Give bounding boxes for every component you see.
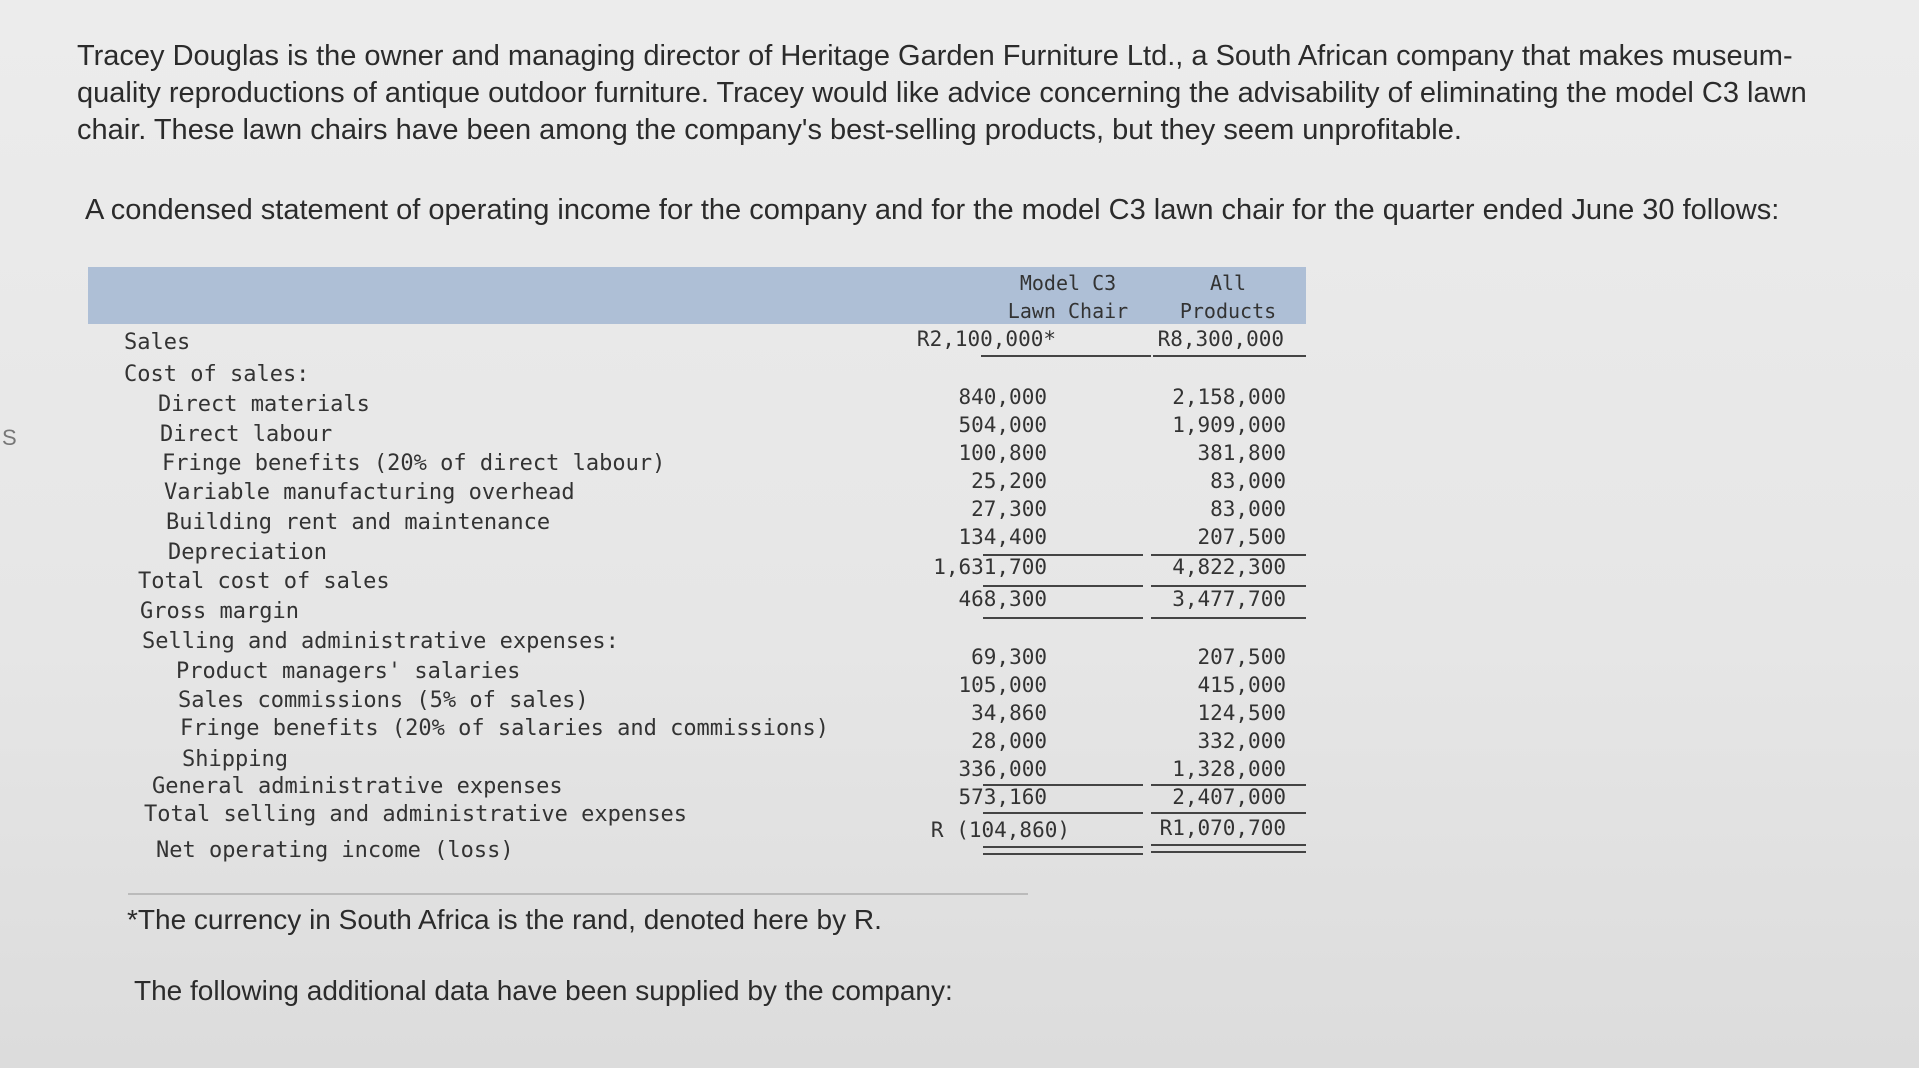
underline bbox=[981, 355, 1151, 357]
row-value-all-total-selling-admin: 2,407,000 bbox=[1172, 785, 1286, 809]
row-label-fringe-benefits-direct: Fringe benefits (20% of direct labour) bbox=[162, 451, 666, 476]
row-label-total-cost-of-sales: Total cost of sales bbox=[138, 569, 390, 594]
column-header-all-products-line2: Products bbox=[1179, 299, 1277, 323]
row-label-shipping: Shipping bbox=[182, 747, 288, 772]
row-value-c3-shipping: 28,000 bbox=[971, 729, 1047, 753]
row-value-c3-gross-margin: 468,300 bbox=[958, 587, 1047, 611]
column-header-all-products-line1: All bbox=[1209, 271, 1247, 295]
row-label-depreciation: Depreciation bbox=[168, 540, 327, 565]
row-value-all-shipping: 332,000 bbox=[1197, 729, 1286, 753]
row-value-all-total-cost: 4,822,300 bbox=[1172, 555, 1286, 579]
row-label-direct-materials: Direct materials bbox=[158, 392, 370, 417]
row-value-all-fringe-direct: 381,800 bbox=[1197, 441, 1286, 465]
double-underline bbox=[983, 846, 1143, 855]
row-value-c3-depreciation: 134,400 bbox=[958, 525, 1047, 549]
row-value-c3-product-managers-salaries: 69,300 bbox=[971, 645, 1047, 669]
row-label-direct-labour: Direct labour bbox=[160, 422, 333, 447]
double-underline bbox=[1151, 844, 1306, 853]
row-label-net-operating-income: Net operating income (loss) bbox=[156, 838, 514, 863]
row-value-all-direct-labour: 1,909,000 bbox=[1172, 413, 1286, 437]
underline bbox=[1151, 617, 1306, 619]
statement-intro: A condensed statement of operating income for the company and for the model C3 lawn chair for the quarter ended June 30 follows: bbox=[85, 194, 1780, 226]
intro-paragraph: Tracey Douglas is the owner and managing director of Heritage Garden Furniture Ltd., a South African company that makes museum-quality reproductions of antique outdoor furniture. Tracey would like advice concerning the advisability of eliminating the model C3 lawn chair. These lawn chairs have been among the company's best-selling products, but they seem unprofitable. bbox=[77, 40, 1807, 146]
underline bbox=[983, 812, 1143, 814]
row-value-all-depreciation: 207,500 bbox=[1197, 525, 1286, 549]
row-value-all-sales: R8,300,000 bbox=[1157, 327, 1284, 351]
row-label-variable-overhead: Variable manufacturing overhead bbox=[164, 480, 575, 505]
row-label-cost-of-sales: Cost of sales: bbox=[124, 362, 310, 387]
row-value-all-variable-overhead: 83,000 bbox=[1210, 469, 1286, 493]
row-value-all-sales-commissions: 415,000 bbox=[1197, 673, 1286, 697]
row-value-all-product-managers-salaries: 207,500 bbox=[1197, 645, 1286, 669]
column-header-all-products bbox=[1153, 269, 1303, 325]
column-header-model-c3-line2: Lawn Chair bbox=[1007, 299, 1129, 323]
row-value-c3-general-admin: 336,000 bbox=[958, 757, 1047, 781]
underline bbox=[1153, 355, 1306, 357]
row-label-building-rent: Building rent and maintenance bbox=[166, 510, 551, 535]
row-label-sales-commissions: Sales commissions (5% of sales) bbox=[178, 688, 589, 713]
row-value-c3-total-cost: 1,631,700 bbox=[933, 555, 1047, 579]
row-value-c3-total-selling-admin: 573,160 bbox=[958, 785, 1047, 809]
row-value-c3-fringe-direct: 100,800 bbox=[958, 441, 1047, 465]
row-value-c3-sales-commissions: 105,000 bbox=[958, 673, 1047, 697]
row-label-selling-admin: Selling and administrative expenses: bbox=[142, 629, 619, 654]
row-value-c3-sales: R2,100,000* bbox=[916, 327, 1056, 351]
row-value-c3-direct-materials: 840,000 bbox=[958, 385, 1047, 409]
row-label-general-admin: General administrative expenses bbox=[152, 774, 563, 799]
income-statement-table bbox=[88, 267, 1306, 863]
underline bbox=[983, 617, 1143, 619]
row-value-all-gross-margin: 3,477,700 bbox=[1172, 587, 1286, 611]
footnote-divider bbox=[128, 893, 1028, 895]
row-value-all-fringe-salaries: 124,500 bbox=[1197, 701, 1286, 725]
row-value-all-building-rent: 83,000 bbox=[1210, 497, 1286, 521]
margin-marker: S bbox=[2, 425, 17, 450]
currency-footnote: *The currency in South Africa is the rand, denoted here by R. bbox=[127, 904, 882, 935]
row-label-fringe-benefits-salaries: Fringe benefits (20% of salaries and commissions) bbox=[180, 716, 830, 741]
column-header-model-c3-line1: Model C3 bbox=[1019, 271, 1117, 295]
row-label-gross-margin: Gross margin bbox=[140, 599, 299, 624]
row-value-all-general-admin: 1,328,000 bbox=[1172, 757, 1286, 781]
row-value-c3-building-rent: 27,300 bbox=[971, 497, 1047, 521]
column-header-model-c3 bbox=[983, 269, 1153, 325]
row-label-total-selling-admin: Total selling and administrative expenses bbox=[144, 802, 688, 827]
row-value-all-direct-materials: 2,158,000 bbox=[1172, 385, 1286, 409]
row-value-c3-variable-overhead: 25,200 bbox=[971, 469, 1047, 493]
additional-data-intro: The following additional data have been supplied by the company: bbox=[134, 975, 953, 1006]
row-label-sales: Sales bbox=[124, 330, 191, 355]
row-value-all-net-operating-income: R1,070,700 bbox=[1159, 816, 1286, 840]
row-value-c3-direct-labour: 504,000 bbox=[958, 413, 1047, 437]
row-label-product-managers-salaries: Product managers' salaries bbox=[176, 659, 521, 684]
row-value-c3-fringe-salaries: 34,860 bbox=[971, 701, 1047, 725]
row-value-c3-net-operating-income: R (104,860) bbox=[930, 818, 1070, 842]
underline bbox=[1151, 812, 1306, 814]
